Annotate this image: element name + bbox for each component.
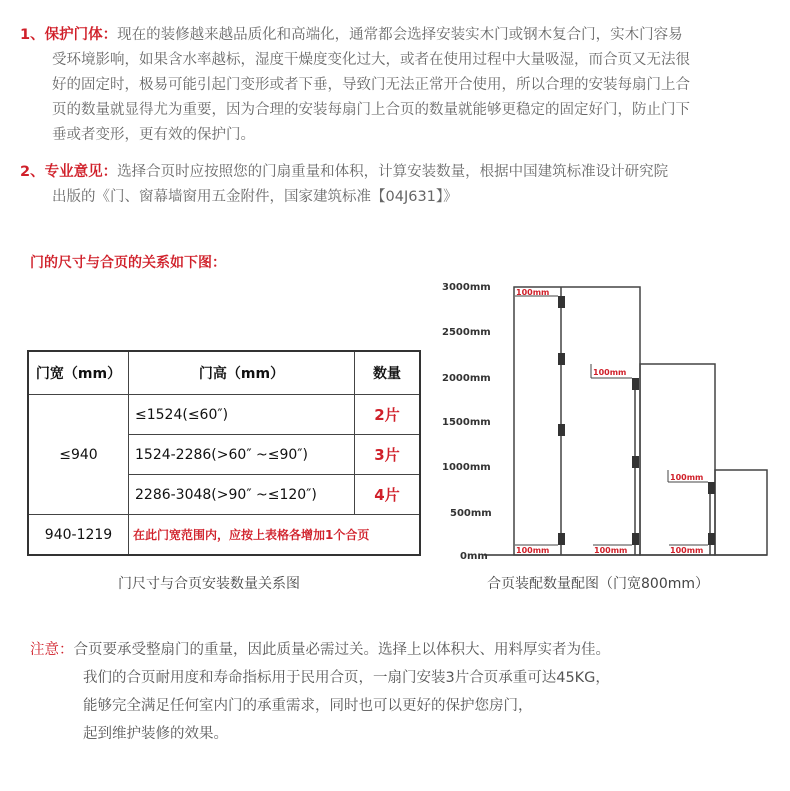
dim-label-100mm: 100mm bbox=[670, 473, 704, 482]
note-line-1: 注意：合页要承受整扇门的重量，因此质量必需过关。选择上以体积大、用料厚实者为佳。 bbox=[30, 642, 610, 658]
width-group-cell: ≤940 bbox=[28, 395, 129, 515]
hinge bbox=[558, 424, 565, 436]
table-row bbox=[28, 395, 420, 435]
hinge bbox=[558, 533, 565, 545]
hinge bbox=[632, 533, 639, 545]
hinge bbox=[632, 456, 639, 468]
table-row bbox=[28, 515, 420, 556]
height-cell: ≤1524(≤60″) bbox=[129, 395, 355, 435]
qty-cell: 3片 bbox=[355, 435, 421, 475]
wide-door-width-cell: 940-1219 bbox=[28, 515, 129, 556]
dim-label-100mm: 100mm bbox=[516, 546, 550, 555]
hinge bbox=[708, 482, 715, 494]
wide-door-note: 在此门宽范围内，应按上表格各增加1个合页 bbox=[129, 515, 421, 556]
y-label-500: 500mm bbox=[450, 508, 492, 519]
note-line-2: 我们的合页耐用度和寿命指标用于民用合页，一扇门安装3片合页承重可达45KG， bbox=[83, 670, 610, 686]
y-label-1000: 1000mm bbox=[442, 462, 491, 473]
hinge bbox=[558, 353, 565, 365]
section-protect-line-2: 受环境影响，如果含水率越标，湿度干燥度变化过大，或者在使用过程中大量吸湿，而合页又无法很 bbox=[52, 52, 690, 68]
relation-title: 门的尺寸与合页的关系如下图： bbox=[30, 255, 226, 271]
hinge bbox=[708, 533, 715, 545]
note-section bbox=[30, 636, 610, 748]
height-cell: 2286-3048(>90″ ~≤120″) bbox=[129, 475, 355, 515]
header-door-width: 门宽（mm） bbox=[28, 351, 129, 395]
note-line-4: 起到维护装修的效果。 bbox=[83, 726, 228, 742]
door-2000-outline bbox=[640, 364, 715, 555]
qty-cell: 4片 bbox=[355, 475, 421, 515]
y-label-2000: 2000mm bbox=[442, 373, 491, 384]
y-label-0: 0mm bbox=[460, 551, 488, 562]
section-advice-label: 2、专业意见： bbox=[20, 164, 118, 180]
section-protect-line-4: 页的数量就显得尤为重要，因为合理的安装每扇门上合页的数量就能够更稳定的固定好门，防止门下 bbox=[52, 102, 690, 118]
note-line-3: 能够完全满足任何室内门的承重需求，同时也可以更好的保护您房门， bbox=[83, 698, 533, 714]
section-protect-line-5: 垂或者变形，更有效的保护门。 bbox=[52, 127, 255, 143]
dim-label-100mm: 100mm bbox=[594, 546, 628, 555]
dim-label-100mm: 100mm bbox=[516, 288, 550, 297]
section-advice-line-1: 2、专业意见：选择合页时应按照您的门扇重量和体积，计算安装数量，根据中国建筑标准设计研究院 bbox=[20, 164, 669, 180]
dim-label-100mm: 100mm bbox=[593, 368, 627, 377]
header-door-height: 门高（mm） bbox=[129, 351, 355, 395]
hinge-quantity-table bbox=[27, 350, 421, 556]
hinge bbox=[558, 296, 565, 308]
dim-label-100mm: 100mm bbox=[670, 546, 704, 555]
y-label-2500: 2500mm bbox=[442, 327, 491, 338]
section-advice-line-2: 出版的《门、窗幕墙窗用五金附件，国家建筑标准【04J631】》 bbox=[52, 189, 458, 205]
section-protect-door bbox=[20, 23, 765, 148]
door-1000-outline bbox=[715, 470, 767, 555]
section-professional-advice bbox=[20, 160, 780, 210]
hinge-diagram bbox=[430, 272, 770, 564]
y-label-1500: 1500mm bbox=[442, 417, 491, 428]
table-header-row bbox=[28, 351, 420, 395]
door-3000-outline bbox=[514, 287, 640, 555]
table-caption: 门尺寸与合页安装数量关系图 bbox=[118, 576, 300, 592]
section-protect-line-3: 好的固定时，极易可能引起门变形或者下垂，导致门无法正常开合使用，所以合理的安装每扇门上合 bbox=[52, 77, 690, 93]
section-protect-label: 1、保护门体： bbox=[20, 27, 118, 43]
section-protect-line-1: 1、保护门体：现在的装修越来越品质化和高端化，通常都会选择安装实木门或钢木复合门，实木门容易 bbox=[20, 27, 683, 43]
height-cell: 1524-2286(>60″ ~≤90″) bbox=[129, 435, 355, 475]
y-label-3000: 3000mm bbox=[442, 282, 491, 293]
diagram-caption: 合页装配数量配图（门宽800mm） bbox=[487, 576, 709, 592]
note-label: 注意： bbox=[30, 642, 74, 658]
qty-cell: 2片 bbox=[355, 395, 421, 435]
header-quantity: 数量 bbox=[355, 351, 421, 395]
hinge bbox=[632, 378, 639, 390]
